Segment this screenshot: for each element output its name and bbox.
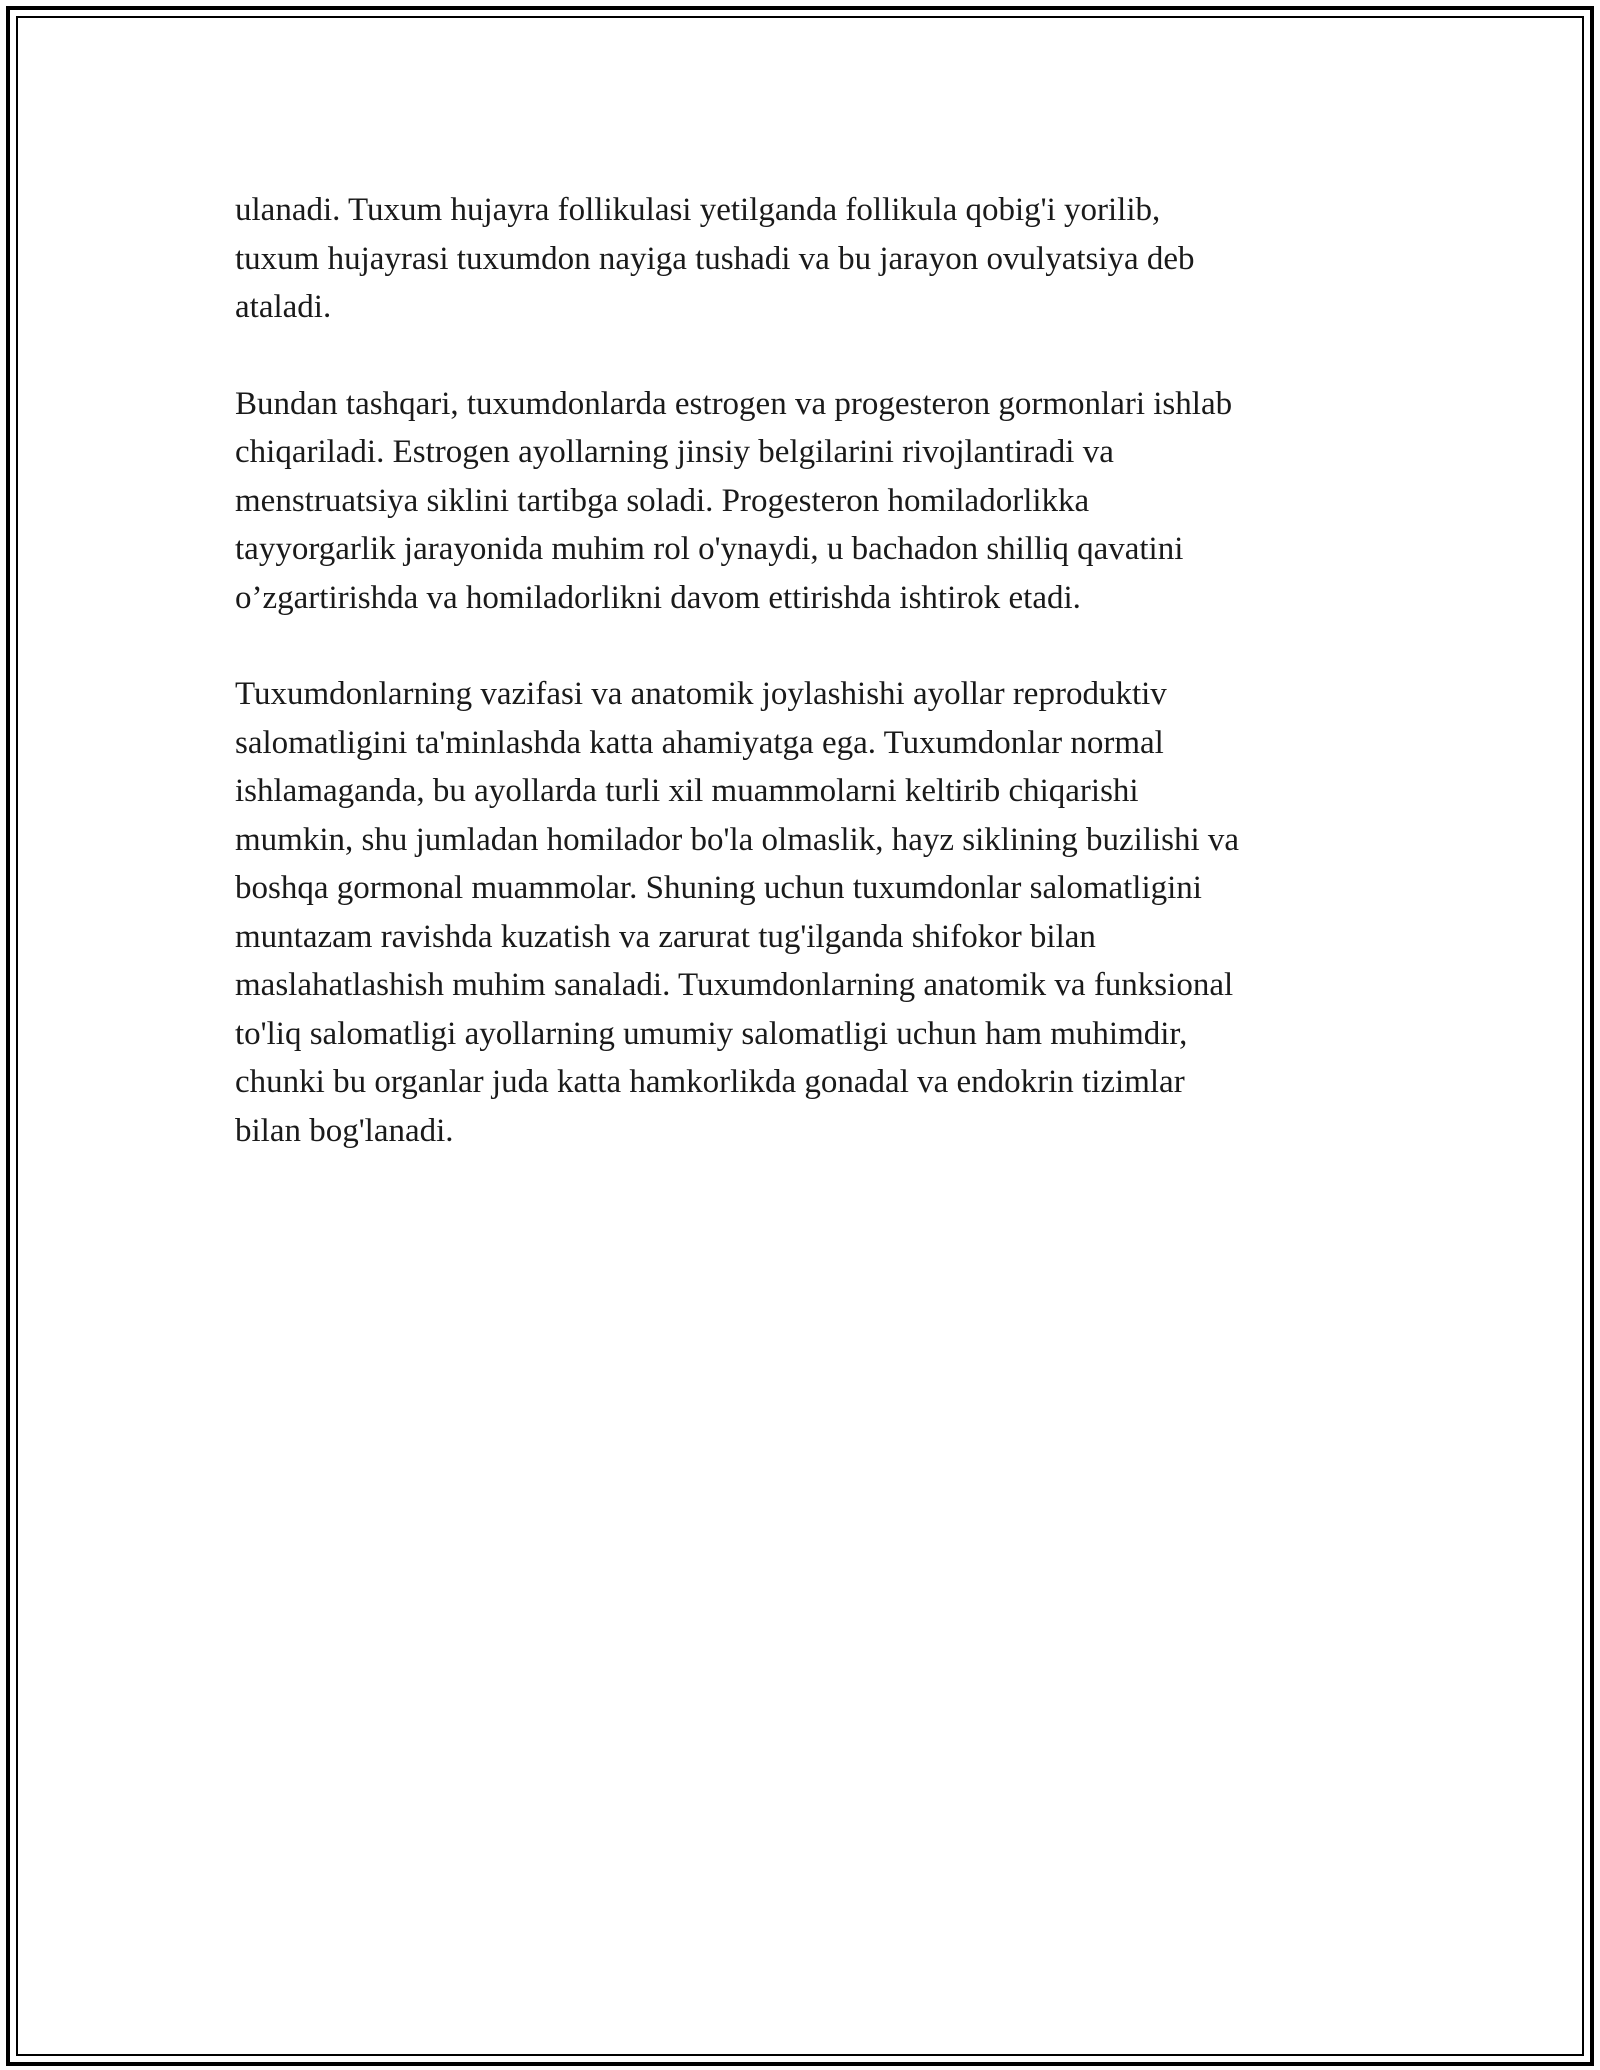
paragraph-ovulation: ulanadi. Tuxum hujayra follikulasi yetilganda follikula qobig'i yorilib, tuxum hujayrasi tuxumdon nayiga tushadi va bu jarayon ovulyatsiya deb ataladi. xyxy=(235,192,1195,325)
document-body xyxy=(235,186,1365,1203)
paragraph-hormones: Bundan tashqari, tuxumdonlarda estrogen va progesteron gormonlari ishlab chiqariladi. Estrogen ayollarning jinsiy belgilarini rivojlantiradi va menstruatsiya siklini tartibga soladi. Progesteron homiladorlikka tayyorgarlik jarayonida muhim rol o'ynaydi, u bachadon shilliq qavatini o’zgartirishda va homiladorlikni davom ettirishda ishtirok etadi. xyxy=(235,385,1233,616)
paragraph-reproductive-health: Tuxumdonlarning vazifasi va anatomik joylashishi ayollar reproduktiv salomatligini ta'minlashda katta ahamiyatga ega. Tuxumdonlar normal ishlamaganda, bu ayollarda turli xil muammolarni keltirib chiqarishi mumkin, shu jumladan homilador bo'la olmaslik, hayz siklining buzilishi va boshqa gormonal muammolar. Shuning uchun tuxumdonlar salomatligini muntazam ravishda kuzatish va zarurat tug'ilganda shifokor bilan maslahatlashish muhim sanaladi. Tuxumdonlarning anatomik va funksional to'liq salomatligi ayollarning umumiy salomatligi uchun ham muhimdir, chunki bu organlar juda katta hamkorlikda gonadal va endokrin tizimlar bilan bog'lanadi. xyxy=(235,676,1240,1149)
